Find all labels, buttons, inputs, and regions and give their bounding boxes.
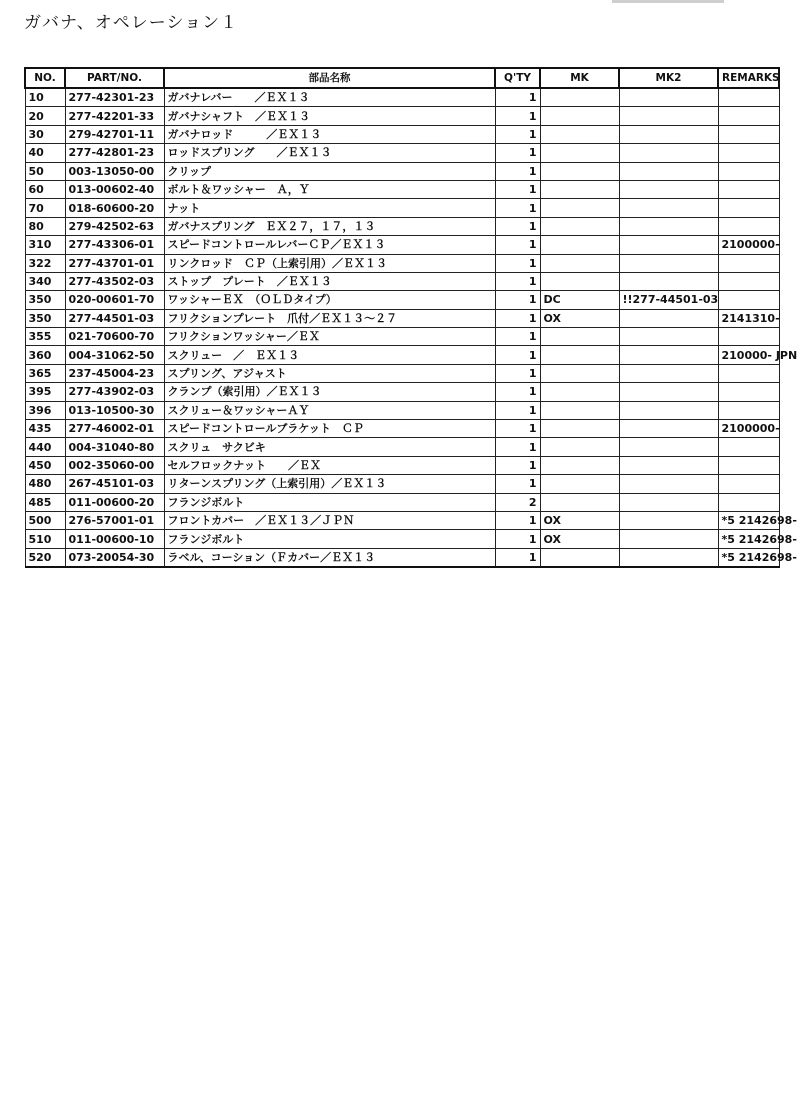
cell-mk xyxy=(540,456,619,474)
cell-remarks xyxy=(718,180,779,198)
cell-part-name: スクリュー＆ワッシャーＡＹ xyxy=(164,401,495,419)
cell-mk xyxy=(540,162,619,180)
cell-part-no: 267-45101-03 xyxy=(65,475,164,493)
cell-mk xyxy=(540,217,619,235)
cell-qty: 1 xyxy=(495,199,540,217)
header-no: NO. xyxy=(25,68,65,88)
table-row xyxy=(25,438,779,456)
cell-part-no: 011-00600-20 xyxy=(65,493,164,511)
cell-mk2 xyxy=(619,254,718,272)
cell-mk: OX xyxy=(540,511,619,529)
cell-no: 50 xyxy=(25,162,65,180)
cell-no: 340 xyxy=(25,272,65,290)
header-mk: MK xyxy=(540,68,619,88)
cell-remarks: *5 2142698- xyxy=(718,548,779,567)
cell-mk: OX xyxy=(540,309,619,327)
cell-part-no: 018-60600-20 xyxy=(65,199,164,217)
table-row xyxy=(25,511,779,529)
cell-mk xyxy=(540,254,619,272)
table-row xyxy=(25,236,779,254)
cell-mk2 xyxy=(619,309,718,327)
cell-mk xyxy=(540,199,619,217)
table-row xyxy=(25,272,779,290)
cell-part-name: スピードコントロールブラケット ＣＰ xyxy=(164,420,495,438)
cell-remarks xyxy=(718,401,779,419)
cell-mk2 xyxy=(619,383,718,401)
table-row xyxy=(25,493,779,511)
header-qty: Q'TY xyxy=(495,68,540,88)
cell-mk xyxy=(540,272,619,290)
cell-no: 520 xyxy=(25,548,65,567)
cell-qty: 1 xyxy=(495,88,540,107)
cell-part-no: 021-70600-70 xyxy=(65,328,164,346)
cell-part-no: 277-44501-03 xyxy=(65,309,164,327)
cell-remarks xyxy=(718,254,779,272)
cell-part-no: 013-00602-40 xyxy=(65,180,164,198)
cell-no: 395 xyxy=(25,383,65,401)
cell-no: 480 xyxy=(25,475,65,493)
cell-part-name: ロッドスプリング ／ＥＸ１３ xyxy=(164,144,495,162)
cell-mk xyxy=(540,144,619,162)
cell-qty: 2 xyxy=(495,493,540,511)
table-row xyxy=(25,548,779,567)
table-row xyxy=(25,199,779,217)
cell-part-name: ガバナレバー ／ＥＸ１３ xyxy=(164,88,495,107)
cell-no: 435 xyxy=(25,420,65,438)
cell-no: 322 xyxy=(25,254,65,272)
cell-qty: 1 xyxy=(495,530,540,548)
cell-remarks xyxy=(718,217,779,235)
scan-artifact xyxy=(612,0,724,3)
cell-part-no: 073-20054-30 xyxy=(65,548,164,567)
cell-qty: 1 xyxy=(495,309,540,327)
cell-qty: 1 xyxy=(495,456,540,474)
cell-mk2 xyxy=(619,530,718,548)
table-row xyxy=(25,180,779,198)
cell-mk xyxy=(540,364,619,382)
table-row xyxy=(25,420,779,438)
cell-qty: 1 xyxy=(495,291,540,309)
cell-no: 70 xyxy=(25,199,65,217)
cell-no: 60 xyxy=(25,180,65,198)
cell-no: 350 xyxy=(25,309,65,327)
cell-part-name: フリクションワッシャー／ＥＸ xyxy=(164,328,495,346)
cell-part-name: ガバナシャフト ／ＥＸ１３ xyxy=(164,107,495,125)
cell-mk2 xyxy=(619,438,718,456)
cell-part-name: フランジボルト xyxy=(164,530,495,548)
cell-qty: 1 xyxy=(495,162,540,180)
cell-mk2 xyxy=(619,346,718,364)
cell-mk xyxy=(540,328,619,346)
cell-no: 40 xyxy=(25,144,65,162)
cell-no: 365 xyxy=(25,364,65,382)
cell-no: 80 xyxy=(25,217,65,235)
cell-part-no: 277-43701-01 xyxy=(65,254,164,272)
table-row xyxy=(25,475,779,493)
cell-no: 310 xyxy=(25,236,65,254)
cell-part-no: 277-43502-03 xyxy=(65,272,164,290)
cell-part-no: 277-42301-23 xyxy=(65,88,164,107)
cell-qty: 1 xyxy=(495,364,540,382)
cell-no: 440 xyxy=(25,438,65,456)
cell-part-no: 279-42502-63 xyxy=(65,217,164,235)
cell-qty: 1 xyxy=(495,548,540,567)
table-row xyxy=(25,125,779,143)
cell-part-name: スピードコントロールレバーＣＰ／ＥＸ１３ xyxy=(164,236,495,254)
cell-mk2 xyxy=(619,364,718,382)
cell-mk2 xyxy=(619,420,718,438)
table-row xyxy=(25,254,779,272)
cell-qty: 1 xyxy=(495,420,540,438)
cell-remarks xyxy=(718,456,779,474)
cell-part-name: セルフロックナット ／ＥＸ xyxy=(164,456,495,474)
cell-remarks xyxy=(718,107,779,125)
header-mk2: MK2 xyxy=(619,68,718,88)
cell-no: 355 xyxy=(25,328,65,346)
cell-remarks xyxy=(718,88,779,107)
cell-part-name: ガバナロッド ／ＥＸ１３ xyxy=(164,125,495,143)
cell-part-name: ワッシャーＥＸ （ＯＬＤタイプ） xyxy=(164,291,495,309)
cell-remarks xyxy=(718,272,779,290)
cell-mk2 xyxy=(619,88,718,107)
cell-part-name: クリップ xyxy=(164,162,495,180)
cell-no: 10 xyxy=(25,88,65,107)
table-row xyxy=(25,530,779,548)
cell-mk2 xyxy=(619,236,718,254)
cell-mk xyxy=(540,383,619,401)
cell-mk xyxy=(540,420,619,438)
cell-mk2 xyxy=(619,475,718,493)
table-row xyxy=(25,328,779,346)
cell-remarks: 2100000- xyxy=(718,236,779,254)
cell-part-no: 011-00600-10 xyxy=(65,530,164,548)
cell-remarks: 2141310- xyxy=(718,309,779,327)
cell-mk2 xyxy=(619,199,718,217)
cell-qty: 1 xyxy=(495,401,540,419)
cell-part-name: リターンスプリング（上索引用）／ＥＸ１３ xyxy=(164,475,495,493)
cell-no: 450 xyxy=(25,456,65,474)
cell-part-name: フロントカバー ／ＥＸ１３／ＪＰＮ xyxy=(164,511,495,529)
cell-remarks xyxy=(718,475,779,493)
cell-no: 360 xyxy=(25,346,65,364)
cell-part-no: 277-43902-03 xyxy=(65,383,164,401)
cell-part-name: ストップ プレート ／ＥＸ１３ xyxy=(164,272,495,290)
cell-part-name: フリクションプレート 爪付／ＥＸ１３～２７ xyxy=(164,309,495,327)
table-header-row xyxy=(25,68,779,88)
cell-part-name: スプリング、アジャスト xyxy=(164,364,495,382)
table-row xyxy=(25,162,779,180)
cell-remarks: *5 2142698- xyxy=(718,511,779,529)
cell-mk2 xyxy=(619,401,718,419)
cell-mk xyxy=(540,401,619,419)
cell-mk2 xyxy=(619,456,718,474)
cell-qty: 1 xyxy=(495,254,540,272)
cell-mk2 xyxy=(619,125,718,143)
cell-remarks xyxy=(718,199,779,217)
cell-part-name: フランジボルト xyxy=(164,493,495,511)
cell-mk xyxy=(540,438,619,456)
cell-part-name: ガバナスプリング ＥＸ２７，１７，１３ xyxy=(164,217,495,235)
table-row xyxy=(25,346,779,364)
cell-mk2 xyxy=(619,107,718,125)
table-row xyxy=(25,88,779,107)
table-row xyxy=(25,107,779,125)
table-row xyxy=(25,217,779,235)
cell-mk2 xyxy=(619,180,718,198)
cell-mk xyxy=(540,346,619,364)
table-row xyxy=(25,144,779,162)
cell-remarks: 2100000- xyxy=(718,420,779,438)
cell-part-name: スクリュ サクビキ xyxy=(164,438,495,456)
cell-mk2 xyxy=(619,548,718,567)
cell-part-name: ナット xyxy=(164,199,495,217)
cell-part-no: 279-42701-11 xyxy=(65,125,164,143)
cell-mk: DC xyxy=(540,291,619,309)
table-row xyxy=(25,401,779,419)
cell-qty: 1 xyxy=(495,107,540,125)
table-row xyxy=(25,456,779,474)
cell-mk xyxy=(540,180,619,198)
cell-part-no: 004-31062-50 xyxy=(65,346,164,364)
cell-qty: 1 xyxy=(495,511,540,529)
cell-qty: 1 xyxy=(495,383,540,401)
cell-mk2 xyxy=(619,493,718,511)
cell-no: 510 xyxy=(25,530,65,548)
cell-remarks xyxy=(718,291,779,309)
cell-part-no: 277-43306-01 xyxy=(65,236,164,254)
cell-mk xyxy=(540,548,619,567)
cell-mk xyxy=(540,493,619,511)
header-part-name: 部品名称 xyxy=(164,68,495,88)
cell-qty: 1 xyxy=(495,125,540,143)
cell-part-no: 003-13050-00 xyxy=(65,162,164,180)
cell-mk xyxy=(540,125,619,143)
cell-part-no: 276-57001-01 xyxy=(65,511,164,529)
cell-remarks xyxy=(718,493,779,511)
cell-qty: 1 xyxy=(495,272,540,290)
cell-mk2 xyxy=(619,328,718,346)
cell-part-name: ラベル、コーション（Ｆカバー／ＥＸ１３ xyxy=(164,548,495,567)
cell-qty: 1 xyxy=(495,475,540,493)
table-row xyxy=(25,291,779,309)
cell-qty: 1 xyxy=(495,438,540,456)
cell-qty: 1 xyxy=(495,328,540,346)
cell-qty: 1 xyxy=(495,236,540,254)
cell-remarks xyxy=(718,383,779,401)
table-row xyxy=(25,383,779,401)
table-row xyxy=(25,364,779,382)
cell-part-no: 002-35060-00 xyxy=(65,456,164,474)
cell-mk xyxy=(540,107,619,125)
cell-no: 485 xyxy=(25,493,65,511)
cell-remarks xyxy=(718,144,779,162)
header-part-no: PART/NO. xyxy=(65,68,164,88)
cell-part-no: 277-42801-23 xyxy=(65,144,164,162)
cell-remarks xyxy=(718,162,779,180)
cell-remarks xyxy=(718,438,779,456)
cell-part-name: リンクロッド ＣＰ（上索引用）／ＥＸ１３ xyxy=(164,254,495,272)
cell-mk xyxy=(540,236,619,254)
cell-part-name: ボルト＆ワッシャー Ａ，Ｙ xyxy=(164,180,495,198)
header-remarks: REMARKS xyxy=(718,68,779,88)
cell-part-no: 004-31040-80 xyxy=(65,438,164,456)
cell-remarks xyxy=(718,328,779,346)
cell-mk xyxy=(540,88,619,107)
cell-qty: 1 xyxy=(495,144,540,162)
cell-part-name: スクリュー ／ ＥＸ１３ xyxy=(164,346,495,364)
cell-remarks xyxy=(718,364,779,382)
cell-no: 396 xyxy=(25,401,65,419)
cell-part-no: 237-45004-23 xyxy=(65,364,164,382)
cell-part-no: 013-10500-30 xyxy=(65,401,164,419)
cell-no: 20 xyxy=(25,107,65,125)
cell-remarks xyxy=(718,125,779,143)
table-row xyxy=(25,309,779,327)
cell-mk2: !!277-44501-03 xyxy=(619,291,718,309)
cell-no: 30 xyxy=(25,125,65,143)
page-title: ガバナ、オペレーション１ xyxy=(24,13,239,33)
cell-part-no: 020-00601-70 xyxy=(65,291,164,309)
cell-mk xyxy=(540,475,619,493)
cell-mk2 xyxy=(619,162,718,180)
cell-mk2 xyxy=(619,217,718,235)
cell-mk: OX xyxy=(540,530,619,548)
cell-mk2 xyxy=(619,272,718,290)
cell-mk2 xyxy=(619,144,718,162)
cell-part-name: クランプ（索引用）／ＥＸ１３ xyxy=(164,383,495,401)
cell-qty: 1 xyxy=(495,180,540,198)
cell-remarks: *5 2142698- xyxy=(718,530,779,548)
cell-part-no: 277-42201-33 xyxy=(65,107,164,125)
cell-no: 500 xyxy=(25,511,65,529)
cell-mk2 xyxy=(619,511,718,529)
parts-table xyxy=(24,67,798,568)
cell-qty: 1 xyxy=(495,217,540,235)
cell-remarks: 210000- JPN xyxy=(718,346,779,364)
cell-no: 350 xyxy=(25,291,65,309)
cell-qty: 1 xyxy=(495,346,540,364)
cell-part-no: 277-46002-01 xyxy=(65,420,164,438)
